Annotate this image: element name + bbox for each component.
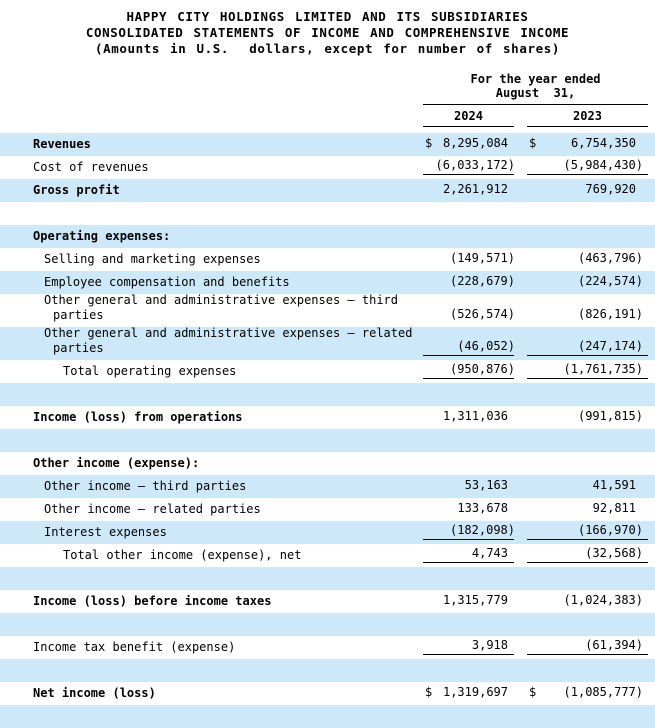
value-2024 bbox=[423, 585, 514, 586]
row-label: Total operating expenses bbox=[63, 364, 237, 378]
row-label: Income (loss) before income taxes bbox=[33, 594, 272, 608]
value-2024 bbox=[423, 158, 514, 175]
amount-2024: 1,319,697 bbox=[442, 685, 508, 699]
amount-2023: (247,174) bbox=[577, 339, 643, 353]
row-label: Operating expenses: bbox=[33, 229, 171, 243]
dollar-sign: $ bbox=[529, 136, 537, 150]
year-column-2024: 2024 bbox=[423, 106, 514, 127]
value-2023 bbox=[527, 638, 648, 655]
table-row bbox=[0, 613, 655, 636]
value-2024 bbox=[423, 523, 514, 540]
company-name: HAPPY CITY HOLDINGS LIMITED AND ITS SUBSIDIARIES bbox=[126, 9, 529, 24]
value-2024 bbox=[423, 631, 514, 632]
amount-2024: 8,295,084 bbox=[442, 136, 508, 150]
amount-2024: 4,743 bbox=[471, 546, 508, 560]
value-2023 bbox=[527, 136, 648, 152]
amount-2024: (228,679) bbox=[449, 274, 515, 288]
value-2024 bbox=[423, 478, 514, 494]
value-2024 bbox=[423, 401, 514, 402]
value-2024 bbox=[423, 307, 514, 323]
value-2023 bbox=[527, 723, 648, 724]
period-label-line2: August 31, bbox=[495, 86, 576, 100]
row-label: Net income (loss) bbox=[33, 686, 156, 700]
table-row bbox=[0, 567, 655, 590]
table-row bbox=[0, 659, 655, 682]
dollar-sign: $ bbox=[425, 685, 433, 699]
value-2024 bbox=[423, 339, 514, 356]
table-row bbox=[0, 327, 655, 360]
value-2024 bbox=[423, 638, 514, 655]
amount-2023: (166,970) bbox=[577, 523, 643, 537]
amount-2023: (1,761,735) bbox=[563, 362, 643, 376]
value-2024 bbox=[423, 243, 514, 244]
row-label: Other general and administrative expenses – third parties bbox=[44, 293, 399, 322]
document-title bbox=[0, 0, 655, 57]
amount-2024: (46,052) bbox=[457, 339, 515, 353]
value-2023 bbox=[527, 243, 648, 244]
amount-2024: 53,163 bbox=[464, 478, 508, 492]
value-2024 bbox=[423, 251, 514, 267]
amount-2023: (1,085,777) bbox=[563, 685, 643, 699]
amount-2024: 1,315,779 bbox=[442, 593, 508, 607]
amount-2023: (1,024,383) bbox=[563, 593, 643, 607]
value-2024 bbox=[423, 136, 514, 152]
row-label: Income tax benefit (expense) bbox=[33, 640, 236, 654]
value-2024 bbox=[423, 685, 514, 701]
year-columns bbox=[423, 106, 648, 127]
value-2023 bbox=[527, 447, 648, 448]
table-row bbox=[0, 544, 655, 567]
amount-2023: (463,796) bbox=[577, 251, 643, 265]
amount-2023: 769,920 bbox=[585, 182, 636, 196]
value-2024 bbox=[423, 501, 514, 517]
value-2023 bbox=[527, 501, 648, 517]
value-2024 bbox=[423, 593, 514, 609]
year-column-2023: 2023 bbox=[527, 106, 648, 127]
table-row bbox=[0, 156, 655, 179]
row-label: Other general and administrative expenses – related parties bbox=[44, 326, 413, 355]
amount-2024: (149,571) bbox=[449, 251, 515, 265]
dollar-sign: $ bbox=[425, 136, 433, 150]
amount-2024: 1,311,036 bbox=[442, 409, 508, 423]
amount-2024: 2,261,912 bbox=[442, 182, 508, 196]
table-row bbox=[0, 360, 655, 383]
value-2023 bbox=[527, 158, 648, 175]
amount-2023: (991,815) bbox=[577, 409, 643, 423]
amount-2024: (526,574) bbox=[449, 307, 515, 321]
row-label: Employee compensation and benefits bbox=[44, 275, 290, 289]
row-label: Income (loss) from operations bbox=[33, 410, 243, 424]
table-row bbox=[0, 133, 655, 156]
period-header-inner bbox=[423, 72, 648, 127]
value-2023 bbox=[527, 307, 648, 323]
table-row bbox=[0, 179, 655, 202]
table-row bbox=[0, 248, 655, 271]
table-row bbox=[0, 636, 655, 659]
table-row bbox=[0, 498, 655, 521]
amount-2024: 3,918 bbox=[471, 638, 508, 652]
table-row bbox=[0, 271, 655, 294]
row-label: Cost of revenues bbox=[33, 160, 149, 174]
table-row bbox=[0, 406, 655, 429]
value-2024 bbox=[423, 677, 514, 678]
statement-title: CONSOLIDATED STATEMENTS OF INCOME AND COMPREHENSIVE INCOME bbox=[85, 25, 570, 40]
row-label: Gross profit bbox=[33, 183, 120, 197]
table-row bbox=[0, 521, 655, 544]
row-label: Other income – related parties bbox=[44, 502, 261, 516]
value-2023 bbox=[527, 546, 648, 563]
value-2023 bbox=[527, 274, 648, 290]
value-2023 bbox=[527, 339, 648, 356]
amount-2023: (5,984,430) bbox=[563, 158, 643, 172]
value-2024 bbox=[423, 447, 514, 448]
amount-2023: 92,811 bbox=[592, 501, 636, 515]
period-header bbox=[0, 72, 655, 127]
row-label: Revenues bbox=[33, 137, 91, 151]
row-label: Other income – third parties bbox=[44, 479, 247, 493]
value-2023 bbox=[527, 182, 648, 198]
amount-2023: (32,568) bbox=[585, 546, 643, 560]
value-2023 bbox=[527, 401, 648, 402]
row-label: Other income (expense): bbox=[33, 456, 200, 470]
amount-2023: 41,591 bbox=[592, 478, 636, 492]
table-row bbox=[0, 429, 655, 452]
amount-2023: (224,574) bbox=[577, 274, 643, 288]
value-2023 bbox=[527, 677, 648, 678]
amount-2024: 133,678 bbox=[457, 501, 508, 515]
table-row bbox=[0, 452, 655, 475]
statement-table bbox=[0, 133, 655, 728]
amount-2023: 6,754,350 bbox=[570, 136, 636, 150]
amount-2024: (182,098) bbox=[449, 523, 515, 537]
statement-subtitle: (Amounts in U.S. dollars, except for number of shares) bbox=[95, 41, 560, 56]
amount-2024: (950,876) bbox=[449, 362, 515, 376]
amount-2023: (826,191) bbox=[577, 307, 643, 321]
row-label: Total other income (expense), net bbox=[63, 548, 302, 562]
table-row bbox=[0, 294, 655, 327]
amount-2023: (61,394) bbox=[585, 638, 643, 652]
value-2023 bbox=[527, 251, 648, 267]
value-2023 bbox=[527, 362, 648, 379]
table-row bbox=[0, 590, 655, 613]
value-2024 bbox=[423, 182, 514, 198]
value-2023 bbox=[527, 585, 648, 586]
table-row bbox=[0, 475, 655, 498]
value-2024 bbox=[423, 546, 514, 563]
value-2023 bbox=[527, 685, 648, 701]
value-2024 bbox=[423, 362, 514, 379]
period-label-line1: For the year ended bbox=[470, 72, 601, 86]
value-2024 bbox=[423, 220, 514, 221]
value-2024 bbox=[423, 470, 514, 471]
value-2023 bbox=[527, 523, 648, 540]
value-2024 bbox=[423, 409, 514, 425]
value-2023 bbox=[527, 409, 648, 425]
value-2023 bbox=[527, 478, 648, 494]
value-2023 bbox=[527, 470, 648, 471]
table-row bbox=[0, 705, 655, 728]
amount-2024: (6,033,172) bbox=[435, 158, 515, 172]
value-2023 bbox=[527, 593, 648, 609]
dollar-sign: $ bbox=[529, 685, 537, 699]
period-label bbox=[423, 72, 648, 105]
row-label: Interest expenses bbox=[44, 525, 167, 539]
value-2023 bbox=[527, 631, 648, 632]
table-row bbox=[0, 682, 655, 705]
value-2024 bbox=[423, 723, 514, 724]
table-row bbox=[0, 383, 655, 406]
value-2024 bbox=[423, 274, 514, 290]
table-row bbox=[0, 202, 655, 225]
value-2023 bbox=[527, 220, 648, 221]
row-label: Selling and marketing expenses bbox=[44, 252, 261, 266]
table-row bbox=[0, 225, 655, 248]
